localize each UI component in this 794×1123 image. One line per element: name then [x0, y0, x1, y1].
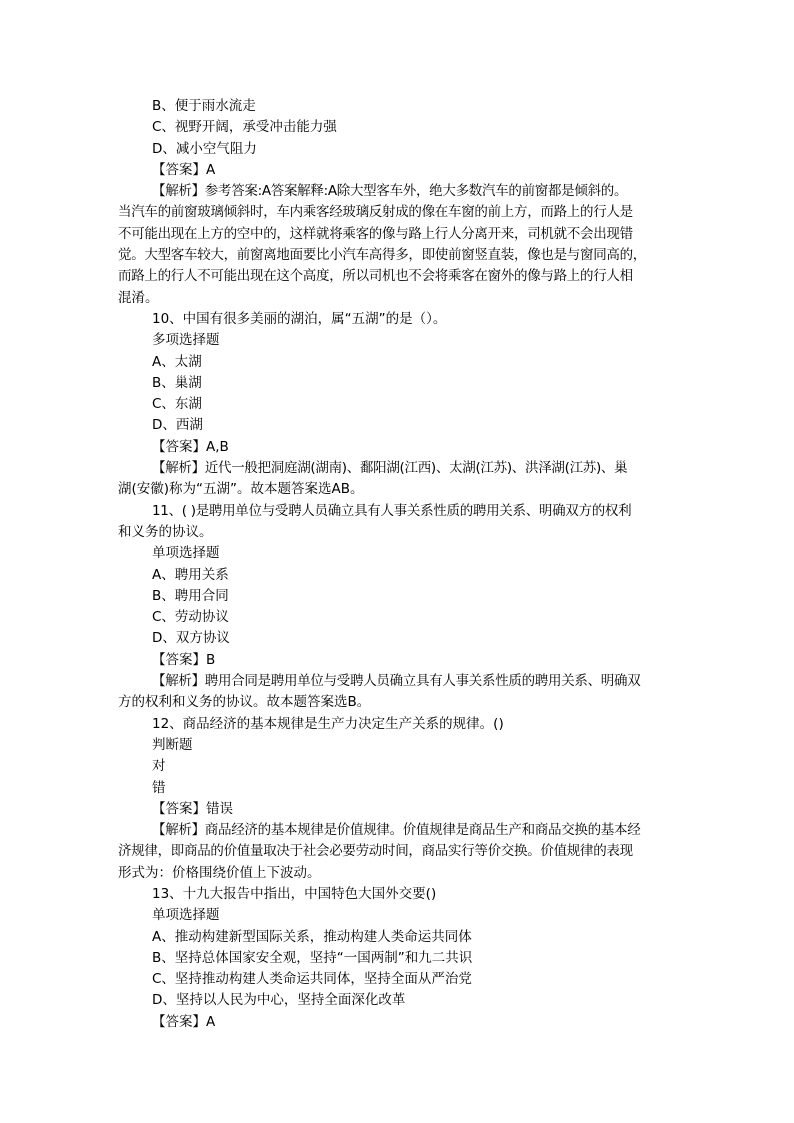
option-c: C、视野开阔，承受冲击能力强: [152, 119, 337, 136]
option-d: D、西湖: [152, 417, 203, 434]
explanation-line: 而路上的行人不可能出现在这个高度，所以司机也不会将乘客在窗外的像与路上的行人相: [118, 268, 633, 285]
question-12: 12、商品经济的基本规律是生产力决定生产关系的规律。(): [152, 715, 504, 732]
option-true: 对: [152, 758, 166, 775]
question-10: 10、中国有很多美丽的湖泊，属“五湖”的是（）。: [152, 310, 447, 327]
answer: 【答案】A: [152, 161, 216, 178]
option-a: A、太湖: [152, 353, 202, 370]
question-type: 单项选择题: [152, 907, 220, 924]
question-type: 单项选择题: [152, 545, 220, 562]
answer: 【答案】错误: [152, 800, 233, 817]
question-type: 多项选择题: [152, 332, 220, 349]
option-b: B、巢湖: [152, 374, 202, 391]
explanation-line: 【解析】聘用合同是聘用单位与受聘人员确立具有人事关系性质的聘用关系、明确双: [152, 673, 641, 690]
question-11: 11、( )是聘用单位与受聘人员确立具有人事关系性质的聘用关系、明确双方的权利: [152, 502, 632, 519]
option-b: B、坚持总体国家安全观，坚持“一国两制”和九二共识: [152, 949, 473, 966]
option-c: C、坚持推动构建人类命运共同体，坚持全面从严治党: [152, 971, 472, 988]
option-a: A、推动构建新型国际关系，推动构建人类命运共同体: [152, 928, 472, 945]
explanation-line: 【解析】近代一般把洞庭湖(湖南)、鄱阳湖(江西)、太湖(江苏)、洪泽湖(江苏)、巢: [152, 460, 628, 477]
option-false: 错: [152, 779, 166, 796]
explanation-line: 济规律，即商品的价值量取决于社会必要劳动时间，商品实行等价交换。价值规律的表现: [118, 843, 633, 860]
explanation-line: 方的权利和义务的协议。故本题答案选B。: [118, 694, 371, 711]
answer: 【答案】B: [152, 651, 216, 668]
question-type: 判断题: [152, 736, 193, 753]
option-c: C、东湖: [152, 396, 202, 413]
answer: 【答案】A: [152, 1013, 216, 1030]
explanation-line: 【解析】参考答案:A答案解释:A除大型客车外，绝大多数汽车的前窗都是倾斜的。: [152, 183, 628, 200]
document-body: [118, 96, 678, 1033]
question-11-cont: 和义务的协议。: [118, 523, 213, 540]
question-13: 13、十九大报告中指出，中国特色大国外交要(): [152, 885, 437, 902]
explanation-line: 当汽车的前窗玻璃倾斜时，车内乘客经玻璃反射成的像在车窗的前上方，而路上的行人是: [118, 204, 633, 221]
option-b: B、便于雨水流走: [152, 98, 256, 114]
explanation-line: 混淆。: [118, 289, 159, 306]
option-a: A、聘用关系: [152, 566, 229, 583]
explanation-line: 湖(安徽)称为“五湖”。故本题答案选AB。: [118, 481, 364, 498]
option-d: D、减小空气阻力: [152, 140, 257, 157]
option-b: B、聘用合同: [152, 587, 229, 604]
explanation-paragraph: [118, 181, 678, 309]
option-d: D、双方协议: [152, 630, 230, 647]
explanation-line: 觉。大型客车较大，前窗离地面要比小汽车高得多，即使前窗竖直装，像也是与窗同高的，: [118, 247, 646, 264]
option-c: C、劳动协议: [152, 609, 229, 626]
answer: 【答案】A,B: [152, 438, 229, 455]
explanation-line: 【解析】商品经济的基本规律是价值规律。价值规律是商品生产和商品交换的基本经: [152, 822, 641, 839]
explanation-line: 不可能出现在上方的空中的，这样就将乘客的像与路上行人分离开来，司机就不会出现错: [118, 225, 633, 242]
option-d: D、坚持以人民为中心，坚持全面深化改革: [152, 992, 406, 1009]
explanation-line: 形式为：价格围绕价值上下波动。: [118, 864, 321, 881]
